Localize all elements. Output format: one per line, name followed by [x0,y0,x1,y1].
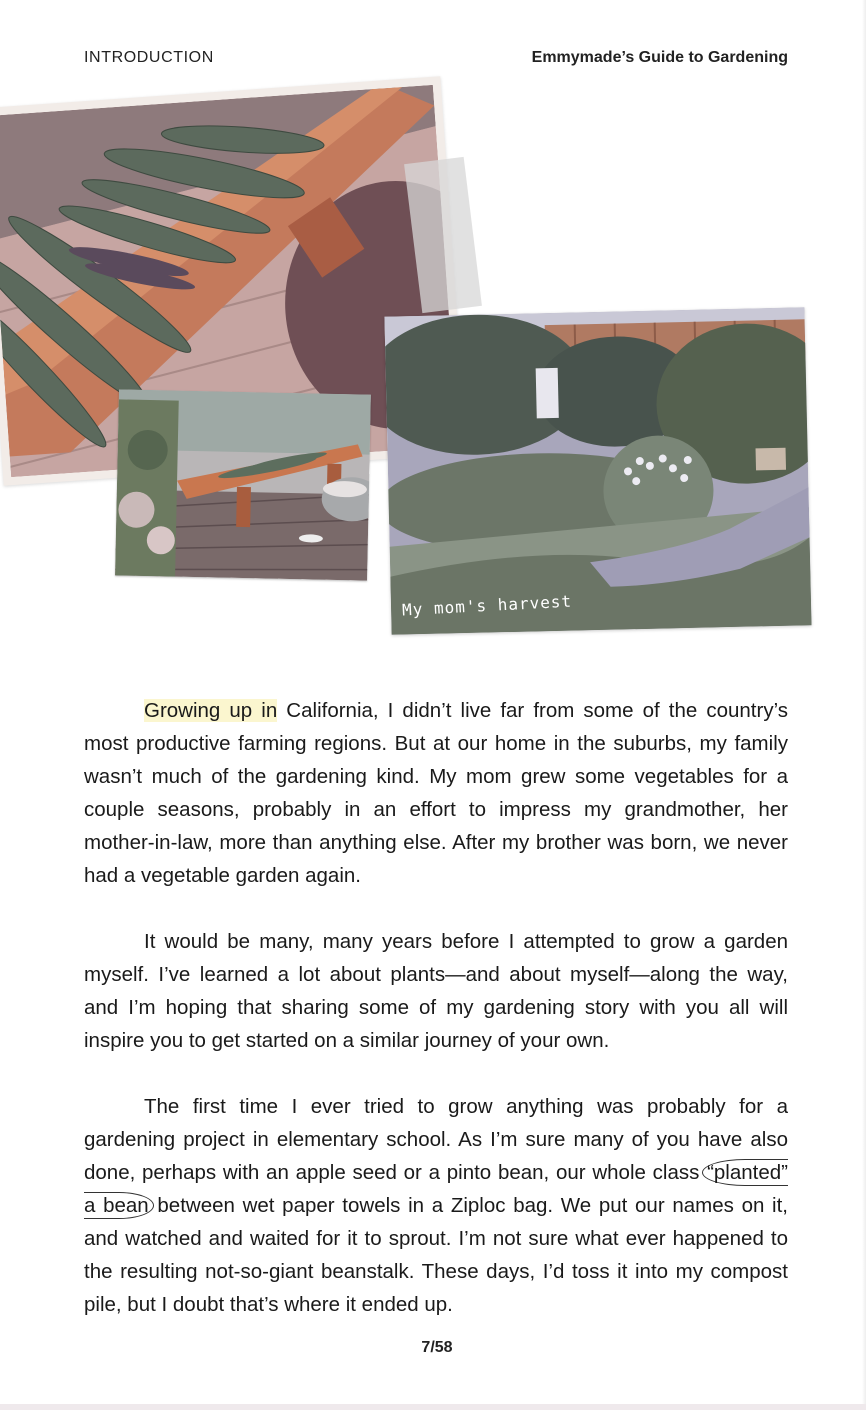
photo-caption: My mom's harvest [401,591,573,620]
book-title: Emmymade’s Guide to Gardening [531,49,788,66]
paragraph-2-text: It would be many, many years before I attempted to grow a garden myself. I’ve learned a lot about plants—and about myself—along the way, and I’m hoping that sharing some of my gardening story with you all will inspire you to get started on a similar journey of your own. [84,930,788,1052]
page-number: 7/58 [421,1339,453,1356]
circled-annotation: “planted” a bean [84,1161,788,1217]
chapter-label: INTRODUCTION [84,49,214,66]
page-edge [862,0,866,1404]
highlighted-text: Growing up in [144,699,278,722]
paragraph-3-text-before: The first time I ever tried to grow anything was probably for a gardening project in elementary school. As I’m sure many of you have also done, perhaps with an apple seed or a pinto bean, our whole class [84,1095,788,1184]
paragraph-3 [84,1090,788,1321]
photo-backyard-garden [384,307,811,634]
photo-garden-bench [115,389,371,580]
paragraph-2 [84,925,788,1057]
paragraph-3-text-after: between wet paper towels in a Ziploc bag. We put our names on it, and watched and waited for it to sprout. I’m not sure what ever happened to the resulting not-so-giant beanstalk. These days, I’d toss it into my compost pile, but I doubt that’s where it ended up. [84,1194,789,1316]
paragraph-1 [84,694,788,892]
page-bottom-edge [0,1404,866,1410]
paragraph-1-text: California, I didn’t live far from some of the country’s most productive farming regions. But at our home in the suburbs, my family wasn’t much of the gardening kind. My mom grew some vegetables for a couple seasons, probably in an effort to impress my grandmother, her mother-in-law, more than anything else. After my brother was born, we never had a vegetable garden again. [84,699,788,887]
